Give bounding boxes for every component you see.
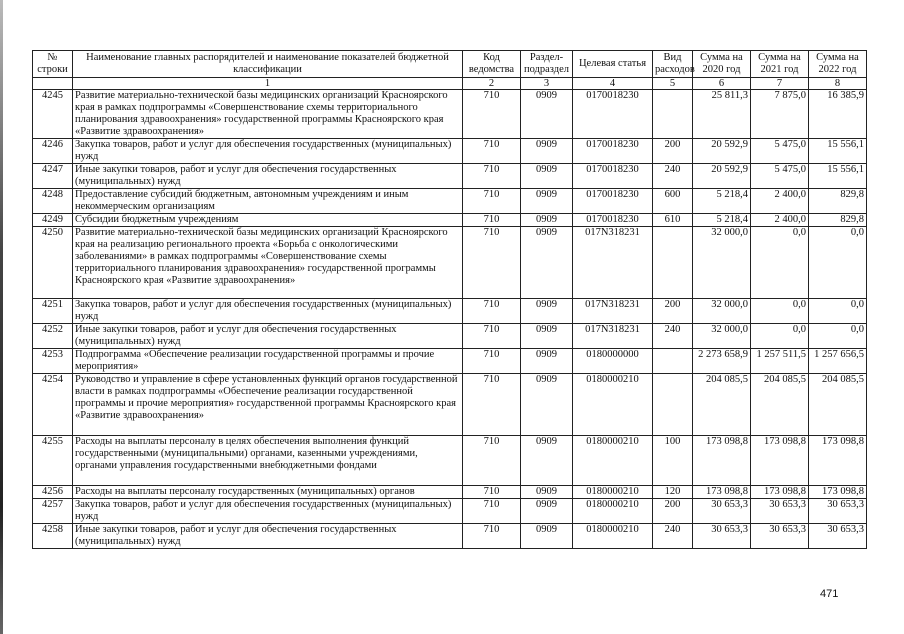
table-row [33,90,867,139]
row-name: Закупка товаров, работ и услуг для обеспечения государственных (муниципальных) нужд [73,299,463,324]
table-row [33,324,867,349]
row-sum-2020: 173 098,8 [693,436,751,486]
row-expense-kind [653,349,693,374]
row-number: 4257 [33,499,73,524]
row-dept-code: 710 [463,499,521,524]
row-section: 0909 [521,349,573,374]
row-section: 0909 [521,299,573,324]
row-number: 4247 [33,164,73,189]
column-number: 1 [73,78,463,90]
row-expense-kind: 240 [653,524,693,549]
column-number [33,78,73,90]
row-section: 0909 [521,499,573,524]
row-sum-2021: 1 257 511,5 [751,349,809,374]
table-row [33,189,867,214]
row-name: Иные закупки товаров, работ и услуг для обеспечения государственных (муниципальных) нужд [73,164,463,189]
row-dept-code: 710 [463,139,521,164]
table-row [33,374,867,436]
row-name: Расходы на выплаты персоналу государственных (муниципальных) органов [73,486,463,499]
column-number: 8 [809,78,867,90]
row-target: 0180000210 [573,486,653,499]
row-target: 0180000210 [573,374,653,436]
row-target: 0170018230 [573,90,653,139]
row-number: 4253 [33,349,73,374]
row-sum-2020: 32 000,0 [693,299,751,324]
row-sum-2021: 5 475,0 [751,139,809,164]
row-number: 4258 [33,524,73,549]
row-sum-2022: 15 556,1 [809,139,867,164]
table-row [33,139,867,164]
header-sum-2021: Сумма на 2021 год [751,51,809,78]
row-number: 4250 [33,227,73,299]
row-sum-2022: 173 098,8 [809,486,867,499]
column-number-row [33,78,867,90]
row-section: 0909 [521,139,573,164]
row-target: 0180000210 [573,524,653,549]
table-row [33,299,867,324]
row-target: 017N318231 [573,324,653,349]
row-sum-2021: 0,0 [751,299,809,324]
row-expense-kind [653,227,693,299]
row-section: 0909 [521,436,573,486]
row-sum-2022: 15 556,1 [809,164,867,189]
row-sum-2020: 32 000,0 [693,324,751,349]
row-expense-kind: 100 [653,436,693,486]
row-dept-code: 710 [463,486,521,499]
row-sum-2020: 5 218,4 [693,189,751,214]
row-sum-2021: 5 475,0 [751,164,809,189]
row-dept-code: 710 [463,349,521,374]
row-section: 0909 [521,524,573,549]
budget-table [32,50,867,549]
header-sum-2020: Сумма на 2020 год [693,51,751,78]
row-sum-2021: 204 085,5 [751,374,809,436]
table-row [33,349,867,374]
row-dept-code: 710 [463,90,521,139]
row-sum-2022: 0,0 [809,299,867,324]
header-name: Наименование главных распорядителей и наименование показателей бюджетной классификации [73,51,463,78]
row-sum-2022: 829,8 [809,189,867,214]
binding-edge [0,0,3,634]
row-number: 4246 [33,139,73,164]
row-target: 0180000210 [573,499,653,524]
table-row [33,436,867,486]
row-target: 0170018230 [573,214,653,227]
row-number: 4254 [33,374,73,436]
row-section: 0909 [521,164,573,189]
table-row [33,524,867,549]
row-expense-kind: 200 [653,139,693,164]
row-sum-2021: 173 098,8 [751,486,809,499]
row-number: 4249 [33,214,73,227]
row-number: 4245 [33,90,73,139]
row-section: 0909 [521,374,573,436]
row-dept-code: 710 [463,189,521,214]
header-row-no: № строки [33,51,73,78]
row-sum-2021: 0,0 [751,324,809,349]
row-sum-2020: 20 592,9 [693,139,751,164]
row-sum-2020: 25 811,3 [693,90,751,139]
row-dept-code: 710 [463,524,521,549]
row-sum-2020: 20 592,9 [693,164,751,189]
column-number: 4 [573,78,653,90]
row-sum-2022: 16 385,9 [809,90,867,139]
column-number: 5 [653,78,693,90]
header-sum-2022: Сумма на 2022 год [809,51,867,78]
row-sum-2021: 30 653,3 [751,499,809,524]
row-sum-2022: 30 653,3 [809,499,867,524]
table-row [33,164,867,189]
row-target: 0180000210 [573,436,653,486]
row-sum-2022: 204 085,5 [809,374,867,436]
row-sum-2021: 173 098,8 [751,436,809,486]
row-target: 0180000000 [573,349,653,374]
row-section: 0909 [521,90,573,139]
row-name: Иные закупки товаров, работ и услуг для обеспечения государственных (муниципальных) нужд [73,324,463,349]
row-number: 4256 [33,486,73,499]
row-expense-kind: 600 [653,189,693,214]
row-sum-2022: 0,0 [809,324,867,349]
row-name: Субсидии бюджетным учреждениям [73,214,463,227]
table-row [33,227,867,299]
row-dept-code: 710 [463,299,521,324]
row-expense-kind: 240 [653,324,693,349]
row-sum-2021: 2 400,0 [751,189,809,214]
row-sum-2020: 173 098,8 [693,486,751,499]
row-dept-code: 710 [463,227,521,299]
row-section: 0909 [521,486,573,499]
row-target: 017N318231 [573,227,653,299]
row-target: 0170018230 [573,189,653,214]
header-dept-code: Код ведомства [463,51,521,78]
row-expense-kind [653,90,693,139]
row-expense-kind: 200 [653,499,693,524]
row-name: Расходы на выплаты персоналу в целях обеспечения выполнения функций государственными (муниципальными) органами, казенными учреждениями, органами управления государственными внебюджетными фондами [73,436,463,486]
row-number: 4248 [33,189,73,214]
row-number: 4255 [33,436,73,486]
row-target: 0170018230 [573,164,653,189]
row-name: Руководство и управление в сфере установленных функций органов государственной власти в рамках подпрограммы «Обеспечение реализации государственной программы и прочие мероприятия» государственной программы Красноярского края «Развитие здравоохранения» [73,374,463,436]
row-section: 0909 [521,227,573,299]
row-expense-kind: 240 [653,164,693,189]
row-dept-code: 710 [463,374,521,436]
row-sum-2022: 173 098,8 [809,436,867,486]
row-target: 017N318231 [573,299,653,324]
row-sum-2020: 5 218,4 [693,214,751,227]
header-target: Целевая статья [573,51,653,78]
row-sum-2022: 30 653,3 [809,524,867,549]
row-dept-code: 710 [463,324,521,349]
row-target: 0170018230 [573,139,653,164]
row-expense-kind: 610 [653,214,693,227]
row-section: 0909 [521,324,573,349]
table-row [33,486,867,499]
row-sum-2020: 30 653,3 [693,524,751,549]
column-number: 3 [521,78,573,90]
table-row [33,214,867,227]
header-expense-kind: Вид расходов [653,51,693,78]
page-number: 471 [820,588,839,600]
row-expense-kind: 120 [653,486,693,499]
row-dept-code: 710 [463,164,521,189]
row-expense-kind: 200 [653,299,693,324]
row-number: 4251 [33,299,73,324]
row-sum-2021: 2 400,0 [751,214,809,227]
row-sum-2021: 30 653,3 [751,524,809,549]
table-header-row [33,51,867,78]
table-row [33,499,867,524]
row-name: Предоставление субсидий бюджетным, автономным учреждениям и иным некоммерческим организациям [73,189,463,214]
column-number: 2 [463,78,521,90]
row-name: Иные закупки товаров, работ и услуг для обеспечения государственных (муниципальных) нужд [73,524,463,549]
row-sum-2022: 829,8 [809,214,867,227]
row-sum-2022: 1 257 656,5 [809,349,867,374]
row-sum-2020: 32 000,0 [693,227,751,299]
row-dept-code: 710 [463,436,521,486]
row-name: Подпрограмма «Обеспечение реализации государственной программы и прочие мероприятия» [73,349,463,374]
row-dept-code: 710 [463,214,521,227]
row-sum-2021: 0,0 [751,227,809,299]
column-number: 7 [751,78,809,90]
row-name: Закупка товаров, работ и услуг для обеспечения государственных (муниципальных) нужд [73,499,463,524]
row-sum-2022: 0,0 [809,227,867,299]
row-sum-2021: 7 875,0 [751,90,809,139]
row-sum-2020: 2 273 658,9 [693,349,751,374]
row-name: Развитие материально-технической базы медицинских организаций Красноярского края на реализацию регионального проекта «Борьба с онкологическими заболеваниями» в рамках подпрограммы «Совершенствование схемы территориального планирования здравоохранения» государственной программы Красноярского края «Развитие здравоохранения» [73,227,463,299]
row-name: Закупка товаров, работ и услуг для обеспечения государственных (муниципальных) нужд [73,139,463,164]
row-sum-2020: 30 653,3 [693,499,751,524]
header-section: Раздел- подраздел [521,51,573,78]
row-section: 0909 [521,214,573,227]
column-number: 6 [693,78,751,90]
row-expense-kind [653,374,693,436]
row-number: 4252 [33,324,73,349]
row-sum-2020: 204 085,5 [693,374,751,436]
row-section: 0909 [521,189,573,214]
row-name: Развитие материально-технической базы медицинских организаций Красноярского края в рамках подпрограммы «Совершенствование схемы территориального планирования здравоохранения» государственной программы Красноярского края «Развитие здравоохранения» [73,90,463,139]
